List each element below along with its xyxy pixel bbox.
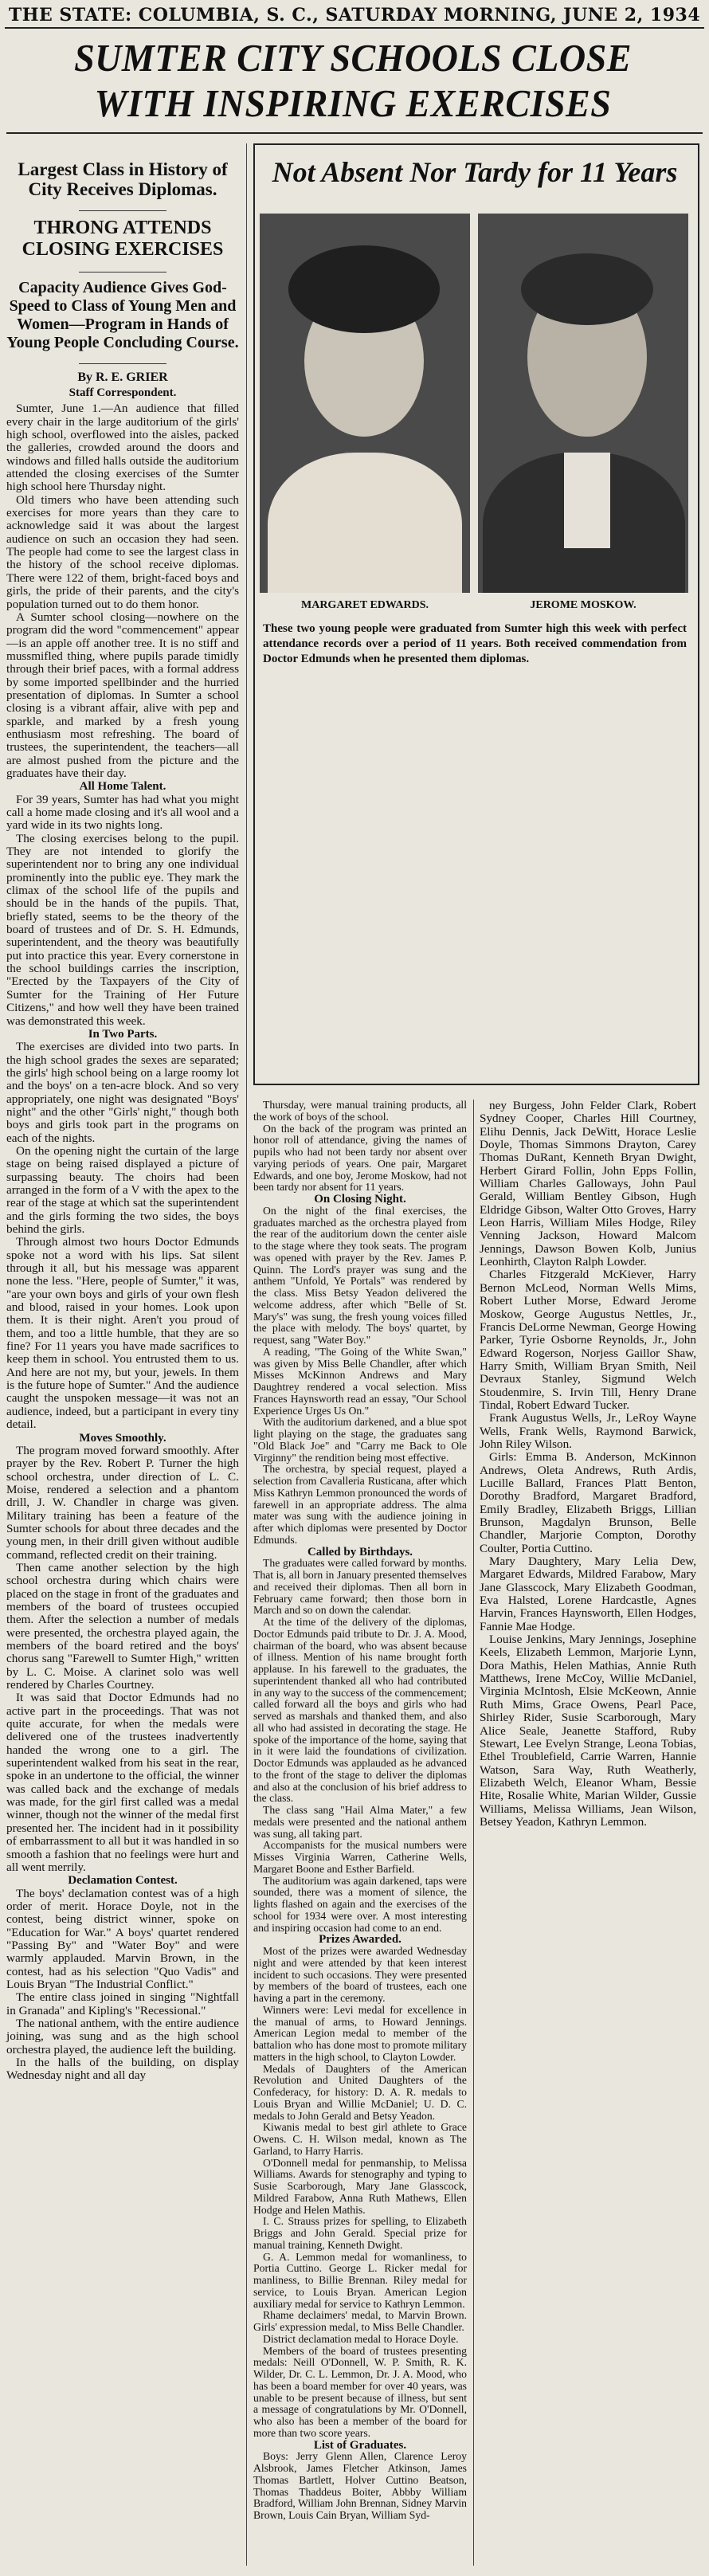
article-paragraph: Charles Fitzgerald McKiever, Harry Bernon McLeod, Norman Wells Mims, Robert Luther Morse, Edward Jerome Moskow, George Augustus Nettles, Jr., Francis DeLorme Newman, George Howing Parker, Tyrie Osborne Reynolds, Jr., John Edward Rogerson, Norjess Gaillor Shaw, Harry Smith, William Bryan Smith, Neil Devraux Stanley, Sigmund Welch Stoudenmire, S. Irvin Till, Henry Drane Tindal, Robert Edward Tucker. (480, 1268, 696, 1412)
article-paragraph: Kiwanis medal to best girl athlete to Grace Owens. C. H. Wilson medal, known as The Garland, to Harry Harris. (253, 2121, 467, 2157)
column-2-body (253, 1100, 467, 2522)
article-paragraph: G. A. Lemmon medal for womanliness, to Portia Cuttino. George L. Ricker medal for manliness, to Billie Brennan. Riley medal for service, to Louis Bryan. American Legion auxiliary medal for service to Kathryn Lemmon. (253, 2250, 467, 2310)
subheading: Declamation Contest. (68, 1874, 178, 1888)
article-paragraph: Thursday, were manual training products, all the work of boys of the school. (253, 1099, 467, 1123)
article-paragraph: Accompanists for the musical numbers were Misses Virginia Warren, Catherine Wells, Margaret Boone and Esther Barfield. (253, 1839, 467, 1875)
article-paragraph: A Sumter school closing—nowhere on the program did the word "commencement" appear—is an apple off another tree. It is no stiff and mussmifled thing, where pupils parade timidly through their brief paces, with a formal address by some imported spellbinder and the hurried presentation of diplomas. In Sumter a school closing is a vibrant affair, alive with pep and sparkle, and marked by a fresh young enthusiasm most refreshing. The board of trustees, the superintendent, the teachers—all are almost pushed from the picture and the graduates have their day. (6, 610, 239, 780)
article-paragraph: The exercises are divided into two parts. In the high school grades the sexes are separated; the girls' high school being on a large roomy lot and the boys' on a ten-acre block. And so very appropriately, one night was designated "Boys' night" and the other "Girls' night," though both boys and girls took part in the programs on each of the nights. (6, 1040, 239, 1145)
hair-shape (521, 253, 653, 325)
dress-shape (268, 453, 462, 593)
article-paragraph: Then came another selection by the high school orchestra during which chairs were placed on the stage in front of the graduates and members of the board of trustees occupied them. After the selection a number of medals were presented, the orchestra played again, the members of the board retired and the boys' chorus sang "Farewell to Sumter High," written by L. C. Moise. A clarinet solo was well rendered by Charles Courtney. (6, 1560, 239, 1692)
portrait-photo-left (260, 214, 470, 593)
column-3 (480, 1100, 696, 1829)
article-paragraph: The boys' declamation contest was of a high order of merit. Horace Doyle, not in the contest, being district winner, spoke on "Education for War." A boys' quartet rendered "Passing By" and "Water Boy" and were warmly applauded. Marvin Brown, in the contest, had as his selection "Quo Vadis" and Louis Bryan "The Industrial Conflict." (6, 1886, 239, 1991)
masthead (5, 3, 704, 29)
article-paragraph: In the halls of the building, on display Wednesday night and all day (6, 2056, 239, 2083)
staff-line: Staff Correspondent. (69, 386, 177, 399)
article-paragraph: Winners were: Levi medal for excellence in the manual of arms, to Howard Jennings. American Legion medal to member of the battalion who has done most to promote military matters in the high school, to Clayton Lowder. (253, 2003, 467, 2063)
article-paragraph: The auditorium was again darkened, taps were sounded, there was a moment of silence, the lights flashed on again and the exercises of the school for 1934 were over. A most interesting and inspiring occasion had come to an end. (253, 1874, 467, 1934)
article-paragraph: Most of the prizes were awarded Wednesday night and were attended by that keen interest incident to such occasions. They were presented by members of the board of trustees, each one having a part in the ceremony. (253, 1945, 467, 2004)
photo-title: Not Absent Nor Tardy for 11 Years (272, 156, 678, 188)
headline-line-1: SUMTER CITY SCHOOLS CLOSE (74, 36, 632, 80)
article-paragraph: Louise Jenkins, Mary Jennings, Josephine Keels, Elizabeth Lemmon, Marjorie Lynn, Dora Mathis, Helen Mathias, Annie Ruth Matthews, Irene McCoy, Willie McDaniel, Virginia McIntosh, Elsie McKeown, Annie Ruth Mims, Grace Owens, Pearl Pace, Shirley Rider, Susie Scarborough, Mary Alice Seale, Jeanette Stafford, Ruby Stewart, Lee Evelyn Strange, Leona Tobias, Ethel Troublefield, Carrie Warren, Hannie Watson, Sara Way, Ruth Weatherly, Elizabeth Welch, Eleanor Wham, Bessie Hite, Rosalie White, Marian Wilder, Gussie Williams, Melissa Williams, Jean Wilson, Betsey Yeadon, Kathryn Lemmon. (480, 1633, 696, 1829)
column-2 (253, 1100, 467, 2522)
deck-2: THRONG ATTENDS CLOSING EXERCISES (22, 218, 224, 260)
shirt-shape (564, 453, 610, 548)
masthead-text: THE STATE: COLUMBIA, S. C., SATURDAY MORNING, JUNE 2, 1934 (8, 5, 701, 25)
article-paragraph: On the night of the final exercises, the graduates marched as the orchestra played from the rear of the auditorium down the center aisle to the stage where they took seats. The program was opened with prayer by the Rev. James P. Quinn. The Lord's prayer was sung and the anthem "Unfold, Ye Portals" was rendered by the class. Miss Betsy Yeadon delivered the welcome address, after which "Belle of St. Mary's" was sung, the fresh young voices filled the place with melody. The boys' quartet, by request, sang "Water Boy." (253, 1204, 467, 1346)
headline-rule (6, 132, 703, 134)
article-paragraph: Boys: Jerry Glenn Allen, Clarence Leroy Alsbrook, James Fletcher Atkinson, James Thomas Bartlett, Holver Cuttino Beatson, Thomas Thaddeus Boiter, Abbby William Bradford, William John Brennan, Sidney Marvin Brown, Louis Cain Bryan, William Syd- (253, 2450, 467, 2521)
column-divider (246, 143, 247, 2566)
article-paragraph: The national anthem, with the entire audience joining, was sung and as the high school orchestra played, the audience left the building. (6, 2016, 239, 2056)
headline (27, 35, 679, 126)
article-paragraph: Medals of Daughters of the American Revolution and United Daughters of the Confederacy, for history: D. A. R. medals to Louis Bryan and Willie McDaniel; U. D. C. medals to John Gerald and Betsy Yeadon. (253, 2062, 467, 2122)
article-paragraph: The entire class joined in singing "Nightfall in Granada" and Kipling's "Recessional." (6, 1990, 239, 2017)
article-paragraph: On the back of the program was printed an honor roll of attendance, giving the names of pupils who had not been tardy nor absent over varying periods of years. One pair, Margaret Edwards, and one boy, Jerome Moskow, had not been tardy nor absent for 11 years. (253, 1122, 467, 1194)
photo-caption: These two young people were graduated from Sumter high this week with perfect attendance records over a period of 11 years. Both received commendation from Doctor Edmunds when he presented them diplomas. (263, 622, 687, 665)
article-paragraph: At the time of the delivery of the diplomas, Doctor Edmunds paid tribute to Dr. J. A. Mood, chairman of the board, who was absent because of illness. Mention of his name brought forth applause. In his farewell to the graduates, the superintendent thanked all who had contributed in any way to the success of the commencement; called forward all the boys and girls who had served as marshals and thanked them, and also all who had assisted in decorating the stage. He spoke of the importance of the home, saying that in it were laid the foundations of civilization. Doctor Edmunds was applauded as he advanced to the front of the stage to deliver the diplomas and also at the conclusion of his brief address to the class. (253, 1616, 467, 1805)
column-3-body (480, 1100, 696, 1829)
hair-shape (288, 245, 440, 333)
article-paragraph: Through almost two hours Doctor Edmunds spoke not a word with his lips. Sat silent through it all, but his message was apparent none the less. "Here, people of Sumter," it was, "are your own boys and girls of your own flesh and blood, raised in your homes. Look upon them. It is their night. Aren't you proud of them, and too a little humble, that they are so fine? For 11 years you have made sacrifices to keep them in school. You entrusted them to us. And here are not my, but your, jewels. In them is the future hope of Sumter." And the audience caught the unspoken message—it was not an audience, indeed, but a participant in every tiny detail. (6, 1235, 239, 1432)
article-paragraph: Rhame declaimers' medal, to Marvin Brown. Girls' expression medal, to Miss Belle Chandler. (253, 2309, 467, 2333)
deck-3: Capacity Audience Gives God-Speed to Class of Young Men and Women—Program in Hands of Young People Concluding Course. (6, 279, 239, 351)
article-paragraph: The class sang "Hail Alma Mater," a few medals were presented and the national anthem was sung, all taking part. (253, 1804, 467, 1840)
column-divider (473, 1100, 474, 2566)
subheading: On Closing Night. (314, 1193, 406, 1206)
article-paragraph: The program moved forward smoothly. After prayer by the Rev. Robert P. Turner the high school orchestra, under direction of L. C. Moise, rendered a selection and a phantom drill, J. W. Chandler in charge was given. Military training has been a feature of the Sumter schools for about three decades and the young men, in their drill given without audible command, reflected credit on their training. (6, 1443, 239, 1562)
article-paragraph: Members of the board of trustees presenting medals: Neill O'Donnell, W. P. Smith, R. K. Wilder, Dr. C. L. Lemmon, Dr. J. A. Mood, who has been a board member for over 40 years, was unable to be present because of illness, but sent a message of congratulations by Mr. O'Donnell, who also has been a member of the board for more than two score years. (253, 2344, 467, 2439)
column-1 (6, 143, 239, 2083)
article-paragraph: O'Donnell medal for penmanship, to Melissa Williams. Awards for stenography and typing to Susie Scarborough, Mary Jane Glasscock, Mildred Farabow, Anna Ruth Mathews, Ellen Hodge and Helen Mathis. (253, 2156, 467, 2216)
article-paragraph: Old timers who have been attending such exercises for more years than they care to acknowledge said it was about the largest audience on such an occasion they had seen. The people had come to see the largest class in the history of the school receive diplomas. There were 122 of them, bright-faced boys and girls, the pride of their parents, and the city's population turned out to do them honor. (6, 492, 239, 611)
article-paragraph: It was said that Doctor Edmunds had no active part in the proceedings. That was not quite accurate, for when the medals were delivered one of the trustees inadvertently handed the wrong one to a girl. The superintendent walked from his seat in the rear, spoke in an undertone to the official, the winner was called back and the exchange of medals was made, for the girl first called was a medal winner, though not the winner of the medal first presented her. The incident had in it possibility of embarrassment to all but it was handled in so smooth a fashion that no feelings were hurt and all went merrily. (6, 1691, 239, 1874)
article-paragraph: With the auditorium darkened, and a blue spot light playing on the stage, the graduates sang "Old Black Joe" and "Carry me Back to Ole Virginny" the rendition being most effective. (253, 1416, 467, 1464)
article-paragraph: District declamation medal to Horace Doyle. (263, 2332, 459, 2345)
article-paragraph: The closing exercises belong to the pupil. They are not intended to glorify the superintendent nor to bring any one individual prominently into the public eye. They mark the climax of the school life of the pupils and should be in the hands of the pupils. That, briefly stated, seems to be the theory of the board of trustees and of Dr. S. H. Edmunds, superintendent, and the theory was beautifully put into practice this year. Every cornerstone in the school buildings carries the inscription, "Erected by the Taxpayers of the City of Sumter for the Training of Her Future Citizens," and how well they have been trained was demonstrated this week. (6, 831, 239, 1028)
deck-1: Largest Class in History of City Receives Diplomas. (18, 159, 228, 199)
article-paragraph: Sumter, June 1.—An audience that filled every chair in the large auditorium of the girls' high school, overflowed into the aisles, packed the galleries, crowded around the doors and windows and filled halls outside the auditorium attended the closing exercises of the Sumter high school here Thursday night. (6, 402, 239, 494)
portrait-photo-right (478, 214, 688, 593)
subheading: All Home Talent. (79, 780, 166, 794)
subheading: Prizes Awarded. (319, 1933, 402, 1947)
column-1-body (6, 402, 239, 2082)
subheading: Called by Birthdays. (307, 1545, 413, 1559)
deck-divider (79, 210, 166, 211)
article-paragraph: I. C. Strauss prizes for spelling, to Elizabeth Briggs and John Gerald. Special prize for manual training, Kenneth Dwight. (253, 2215, 467, 2251)
article-paragraph: Girls: Emma B. Anderson, McKinnon Andrews, Oleta Andrews, Ruth Ardis, Lucille Ballard, Frances Platt Benton, Dorothy Bradford, Margaret Bradford, Emily Bradley, Elizabeth Briggs, Lillian Brunson, Magdalyn Brunson, Belle Chandler, Marjorie Compton, Dorothy Coulter, Portia Cuttino. (480, 1450, 696, 1555)
article-paragraph: A reading, "The Going of the White Swan," was given by Miss Belle Chandler, after which Misses McKinnon Andrews and Mary Daughtrey rendered a vocal selection. Miss Frances Haynsworth read an essay, "Our School Experience Urges Us On." (253, 1345, 467, 1417)
byline: By R. E. GRIER (77, 371, 168, 384)
article-paragraph: The orchestra, by special request, played a selection from Cavalleria Rusticana, after which Miss Kathryn Lemmon pronounced the words of farewell in an appropriate address. The alma mater was sung with the audience joining in after which diplomas were presented by Doctor Edmunds. (253, 1463, 467, 1546)
subheading: List of Graduates. (313, 2438, 407, 2452)
caption-name-right: JEROME MOSKOW. (530, 599, 637, 611)
article-paragraph: ney Burgess, John Felder Clark, Robert Sydney Cooper, Charles Hill Courtney, Elihu Dennis, Jack DeWitt, Horace Leslie Doyle, Thomas Simmons Drayton, Carey Thomas DuRant, Kenneth Bryan Dwight, Herbert Girard Follin, John Epps Follin, William Charles Galloways, John Paul Gerald, William Bentley Gibson, Hugh Eldridge Gibson, Walter Otto Groves, Harry Leon Harris, William Miles Hodge, Riley Venning Jackson, Howard Malcom Jennings, Dawson Bowen Kolb, Junius Leonhirth, Clayton Ralph Lowder. (480, 1099, 696, 1269)
article-paragraph: The graduates were called forward by months. That is, all born in January presented themselves and received their diplomas. Then all born in February came forward; then those born in March and so on down the calendar. (253, 1557, 467, 1617)
deck-divider (79, 363, 166, 364)
article-paragraph: On the opening night the curtain of the large stage on being raised displayed a picture of surpassing beauty. The choirs had been arranged in the form of a V with the apex to the rear of the stage at which sat the superintendent and the girls forming the two sides, the boys behind the girls. (6, 1143, 239, 1236)
subheading: Moves Smoothly. (79, 1431, 166, 1445)
article-paragraph: For 39 years, Sumter has had what you might call a home made closing and it's all wool and a yard wide in its two nights long. (6, 792, 239, 833)
headline-line-2: WITH INSPIRING EXERCISES (94, 81, 612, 125)
caption-name-left: MARGARET EDWARDS. (301, 599, 429, 611)
article-paragraph: Mary Daughtery, Mary Lelia Dew, Margaret Edwards, Mildred Farabow, Mary Jane Glasscock, Mary Elizabeth Goodman, Eva Halsted, Lorene Hardcastle, Agnes Harvin, Frances Haynsworth, Ellen Hodges, Fannie Mae Hodge. (480, 1555, 696, 1633)
article-paragraph: Frank Augustus Wells, Jr., LeRoy Wayne Wells, Frank Wells, Raymond Barwick, John Riley Wilson. (480, 1411, 696, 1451)
subheading: In Two Parts. (88, 1027, 158, 1041)
